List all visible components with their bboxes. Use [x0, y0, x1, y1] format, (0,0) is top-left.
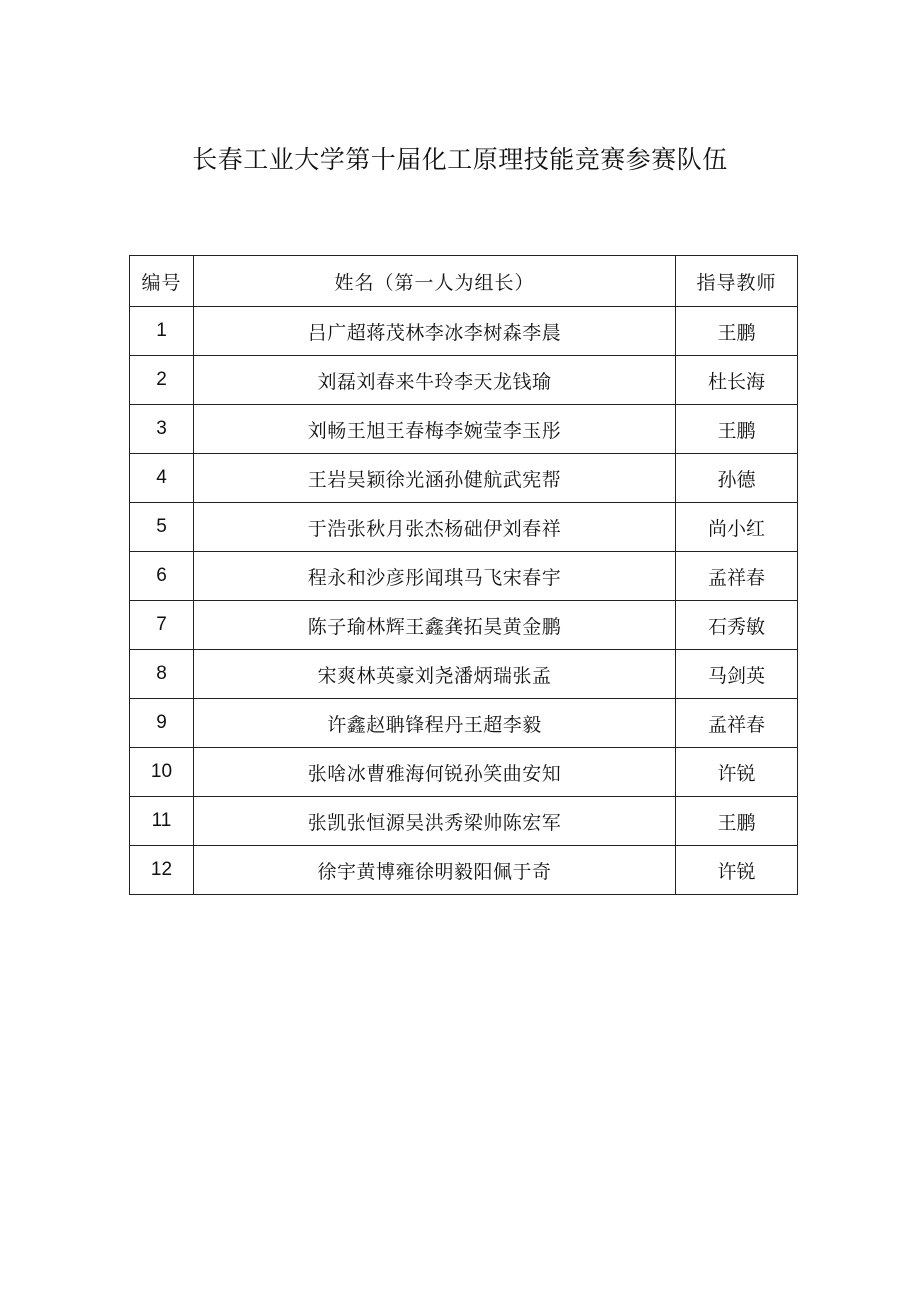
team-members: 张啥冰曹雅海何锐孙笑曲安知 [194, 748, 676, 797]
table-row [130, 356, 798, 405]
team-teacher: 马剑英 [676, 650, 798, 699]
document-title: 长春工业大学第十届化工原理技能竞赛参赛队伍 [192, 145, 728, 174]
team-number: 12 [130, 846, 194, 895]
team-members: 刘畅王旭王春梅李婉莹李玉彤 [194, 405, 676, 454]
team-teacher: 杜长海 [676, 356, 798, 405]
team-members: 张凯张恒源吴洪秀梁帅陈宏军 [194, 797, 676, 846]
team-number: 2 [130, 356, 194, 405]
team-teacher: 王鹏 [676, 405, 798, 454]
team-number: 3 [130, 405, 194, 454]
table-row [130, 748, 798, 797]
team-teacher: 孟祥春 [676, 552, 798, 601]
team-members: 陈子瑜林辉王鑫龚拓昊黄金鹏 [194, 601, 676, 650]
table-row [130, 454, 798, 503]
table-row [130, 846, 798, 895]
team-teacher: 王鹏 [676, 797, 798, 846]
table-header-row [130, 256, 798, 307]
team-roster-table [129, 255, 798, 895]
table-row [130, 601, 798, 650]
team-members: 刘磊刘春来牛玲李天龙钱瑜 [194, 356, 676, 405]
team-number: 7 [130, 601, 194, 650]
team-number: 11 [130, 797, 194, 846]
header-names: 姓名（第一人为组长） [194, 256, 676, 307]
team-number: 1 [130, 307, 194, 356]
table-row [130, 552, 798, 601]
team-teacher: 孙德 [676, 454, 798, 503]
table-row [130, 797, 798, 846]
team-number: 5 [130, 503, 194, 552]
team-teacher: 孟祥春 [676, 699, 798, 748]
team-number: 10 [130, 748, 194, 797]
team-members: 王岩吴颖徐光涵孙健航武宪帮 [194, 454, 676, 503]
table-row [130, 699, 798, 748]
header-id: 编号 [130, 256, 194, 307]
team-number: 6 [130, 552, 194, 601]
header-teacher: 指导教师 [676, 256, 798, 307]
table-row [130, 405, 798, 454]
team-members: 程永和沙彦彤闻琪马飞宋春宇 [194, 552, 676, 601]
team-number: 9 [130, 699, 194, 748]
team-members: 徐宇黄博雍徐明毅阳佩于奇 [194, 846, 676, 895]
team-members: 吕广超蒋茂林李冰李树森李晨 [194, 307, 676, 356]
team-teacher: 石秀敏 [676, 601, 798, 650]
team-teacher: 尚小红 [676, 503, 798, 552]
table-row [130, 503, 798, 552]
team-members: 于浩张秋月张杰杨础伊刘春祥 [194, 503, 676, 552]
team-teacher: 许锐 [676, 846, 798, 895]
table-row [130, 307, 798, 356]
team-members: 宋爽林英豪刘尧潘炳瑞张孟 [194, 650, 676, 699]
team-teacher: 王鹏 [676, 307, 798, 356]
team-members: 许鑫赵聃锋程丹王超李毅 [194, 699, 676, 748]
table-row [130, 650, 798, 699]
team-number: 4 [130, 454, 194, 503]
team-teacher: 许锐 [676, 748, 798, 797]
team-number: 8 [130, 650, 194, 699]
